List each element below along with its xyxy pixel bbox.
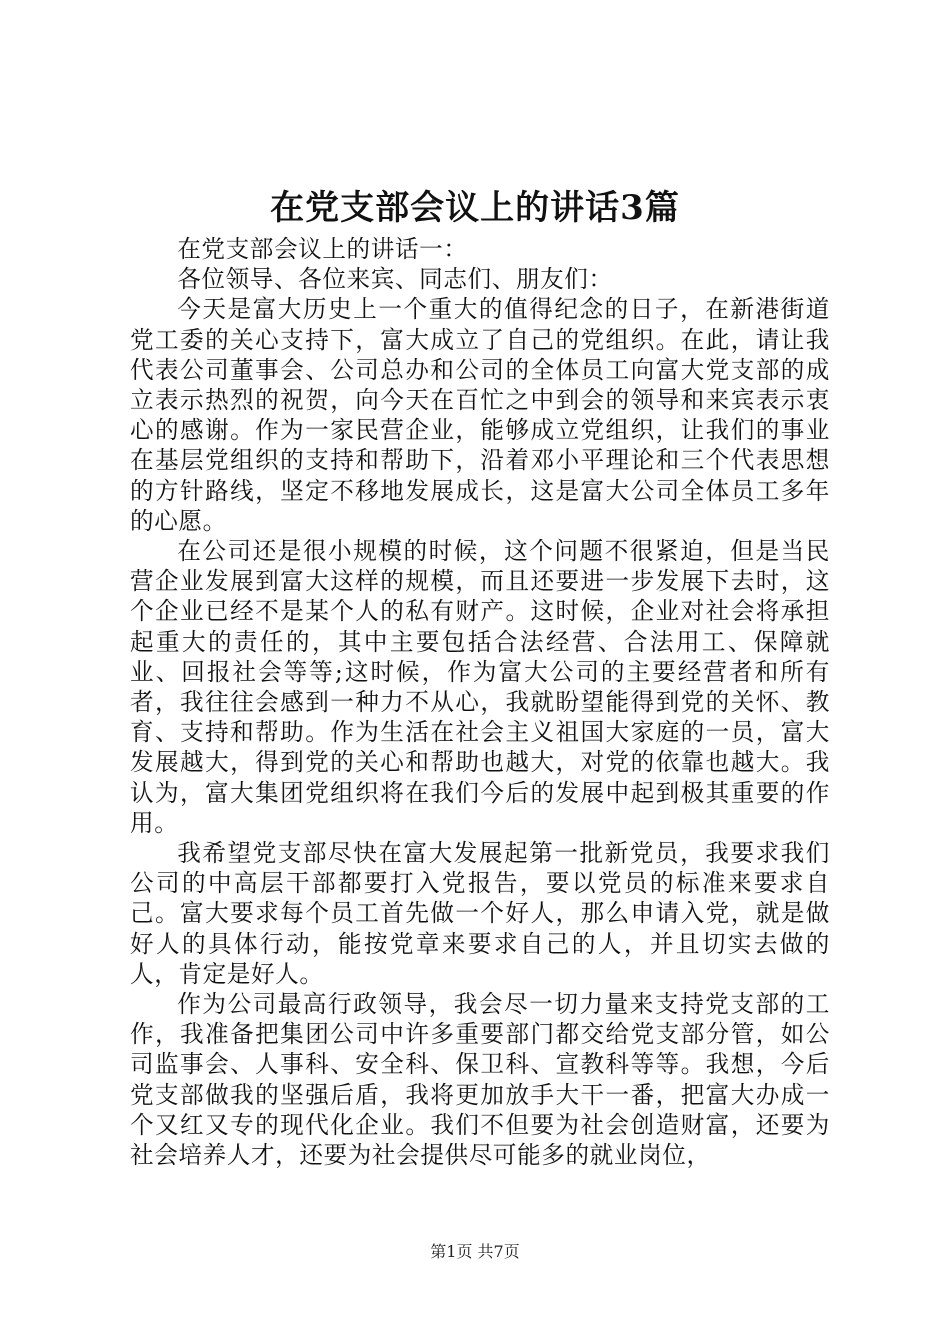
paragraph: 我希望党支部尽快在富大发展起第一批新党员，我要求我们公司的中高层干部都要打入党报告，要以党员的标准来要求自己。富大要求每个员工首先做一个好人，那么申请入党，就是做好人的具体行动，能按党章来要求自己的人，并且切实去做的人，肯定是好人。 bbox=[130, 839, 830, 988]
paragraph-salutation: 各位领导、各位来宾、同志们、朋友们： bbox=[177, 265, 613, 294]
paragraph: 作为公司最高行政领导，我会尽一切力量来支持党支部的工作，我准备把集团公司中许多重要部门都交给党支部分管，如公司监事会、人事科、安全科、保卫科、宣教科等等。我想，今后党支部做我的坚强后盾，我将更加放手大干一番，把富大办成一个又红又专的现代化企业。我们不但要为社会创造财富，还要为社会培养人才，还要为社会提供尽可能多的就业岗位， bbox=[130, 990, 830, 1170]
document-body bbox=[130, 234, 830, 1170]
document-title: 在党支部会议上的讲话3篇 bbox=[270, 188, 680, 228]
paragraph: 今天是富大历史上一个重大的值得纪念的日子，在新港街道党工委的关心支持下，富大成立了自己的党组织。在此，请让我代表公司董事会、公司总办和公司的全体员工向富大党支部的成立表示热烈的祝贺，向今天在百忙之中到会的领导和来宾表示衷心的感谢。作为一家民营企业，能够成立党组织，让我们的事业在基层党组织的支持和帮助下，沿着邓小平理论和三个代表思想的方针路线，坚定不移地发展成长，这是富大公司全体员工多年的心愿。 bbox=[130, 295, 830, 535]
page-footer: 第1页 共7页 bbox=[430, 1242, 520, 1261]
paragraph: 在公司还是很小规模的时候，这个问题不很紧迫，但是当民营企业发展到富大这样的规模，而且还要进一步发展下去时，这个企业已经不是某个人的私有财产。这时候，企业对社会将承担起重大的责任的，其中主要包括合法经营、合法用工、保障就业、回报社会等等;这时候，作为富大公司的主要经营者和所有者，我往往会感到一种力不从心，我就盼望能得到党的关怀、教育、支持和帮助。作为生活在社会主义祖国大家庭的一员，富大发展越大，得到党的关心和帮助也越大，对党的依靠也越大。我认为，富大集团党组织将在我们今后的发展中起到极其重要的作用。 bbox=[130, 537, 830, 837]
paragraph-heading: 在党支部会议上的讲话一： bbox=[177, 235, 468, 263]
